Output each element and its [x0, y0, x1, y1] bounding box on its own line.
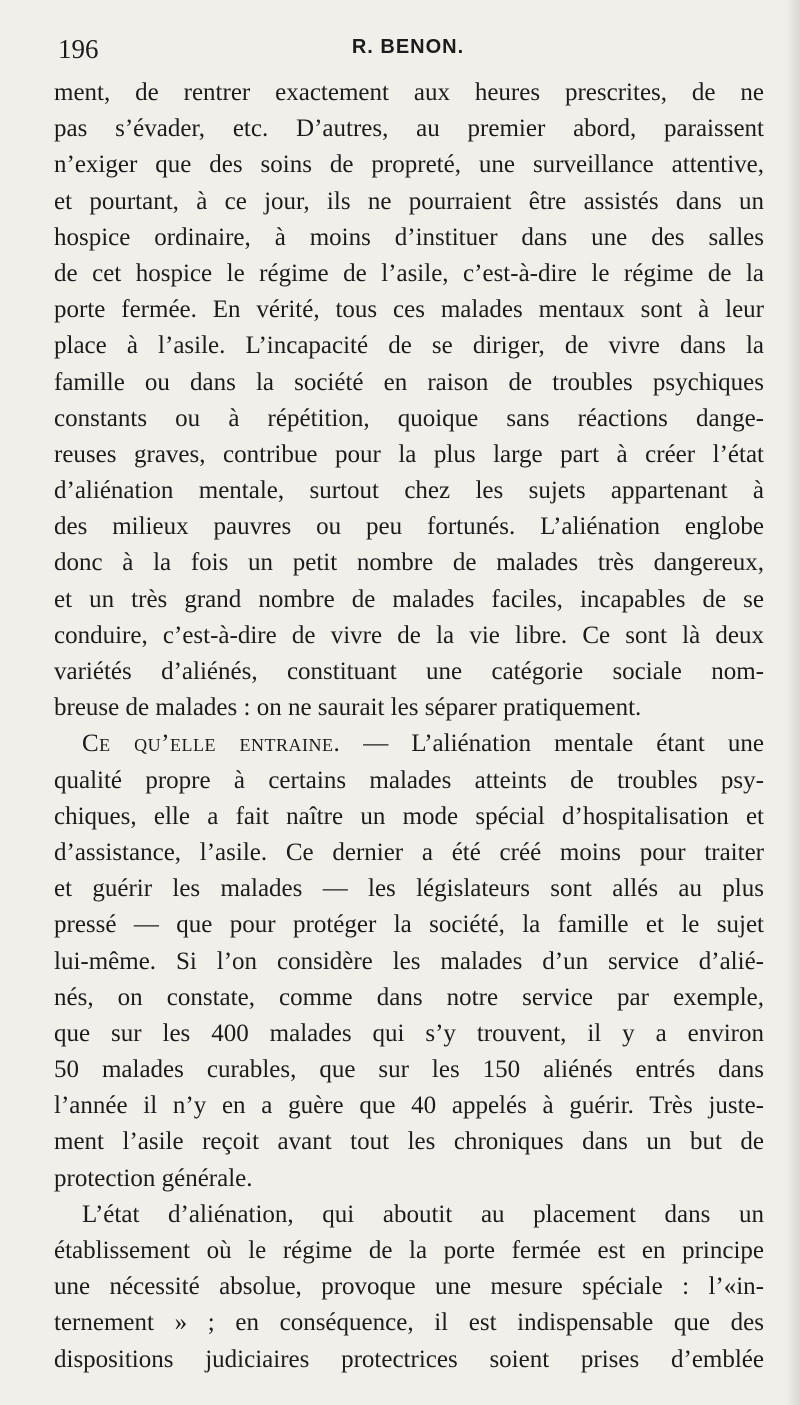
- text-line: de cet hospice le régime de l’asile, c’est-à-dire le régime de la: [54, 259, 764, 287]
- text-line: lui-même. Si l’on considère les malades d’un service d’alié-: [54, 947, 764, 975]
- section-heading: Ce qu’elle entraine.: [82, 730, 341, 758]
- text-line: nés, on constate, comme dans notre service par exemple,: [54, 983, 764, 1011]
- text-line: ment, de rentrer exactement aux heures prescrites, de ne: [54, 79, 764, 106]
- paragraph-1: [54, 75, 764, 726]
- text-line: reuses graves, contribue pour la plus large part à créer l’état: [54, 440, 764, 468]
- page-edge-shadow: [786, 0, 800, 1405]
- text-line: porte fermée. En vérité, tous ces malades mentaux sont à leur: [54, 296, 764, 324]
- heading-continuation: — L’aliénation mentale étant une: [340, 730, 764, 758]
- text-line: chiques, elle a fait naître un mode spécial d’hospitalisation et: [54, 802, 764, 830]
- text-line: et pourtant, à ce jour, ils ne pourraient être assistés dans un: [54, 187, 764, 215]
- text-line: 50 malades curables, que sur les 150 aliénés entrés dans: [54, 1056, 764, 1084]
- text-line: place à l’asile. L’incapacité de se diriger, de vivre dans la: [54, 332, 764, 360]
- paragraph-3: [54, 1197, 764, 1378]
- text-line: donc à la fois un petit nombre de malades très dangereux,: [54, 549, 764, 577]
- text-line: des milieux pauvres ou peu fortunés. L’aliénation englobe: [54, 513, 764, 541]
- text-line: et un très grand nombre de malades faciles, incapables de se: [54, 585, 764, 613]
- text-line: une nécessité absolue, provoque une mesure spéciale : l’«in-: [54, 1273, 764, 1301]
- text-line: qualité propre à certains malades atteints de troubles psy-: [54, 766, 764, 794]
- page-header: [58, 28, 758, 72]
- text-line: conduire, c’est-à-dire de vivre de la vie libre. Ce sont là deux: [54, 621, 764, 649]
- text-line: hospice ordinaire, à moins d’instituer dans une des salles: [54, 223, 764, 251]
- text-line: n’exiger que des soins de propreté, une surveillance attentive,: [54, 151, 764, 179]
- text-line: [54, 726, 764, 762]
- text-line: L’état d’aliénation, qui aboutit au placement dans un: [82, 1200, 764, 1228]
- page-number: 196: [58, 34, 99, 64]
- text-line: l’année il n’y en a guère que 40 appelés à guérir. Très juste-: [54, 1092, 764, 1120]
- text-line: protection générale.: [54, 1164, 253, 1192]
- text-line: breuse de malades : on ne saurait les séparer pratiquement.: [54, 694, 642, 722]
- text-line: constants ou à répétition, quoique sans réactions dange-: [54, 404, 764, 432]
- text-line: dispositions judiciaires protectrices soient prises d’emblée: [54, 1345, 764, 1373]
- text-line: ternement » ; en conséquence, il est indispensable que des: [54, 1309, 764, 1337]
- text-line: ment l’asile reçoit avant tout les chroniques dans un but de: [54, 1128, 764, 1156]
- text-line: établissement où le régime de la porte fermée est en principe: [54, 1237, 764, 1264]
- text-line: pressé — que pour protéger la société, la famille et le sujet: [54, 911, 764, 939]
- text-line: que sur les 400 malades qui s’y trouvent, il y a environ: [54, 1019, 764, 1047]
- body-text: [54, 75, 764, 1378]
- text-line: famille ou dans la société en raison de troubles psychiques: [54, 368, 764, 396]
- text-line: d’assistance, l’asile. Ce dernier a été créé moins pour traiter: [54, 838, 764, 866]
- text-line: variétés d’aliénés, constituant une catégorie sociale nom-: [54, 658, 764, 685]
- paragraph-2: [54, 726, 764, 1196]
- text-line: pas s’évader, etc. D’autres, au premier abord, paraissent: [54, 115, 764, 143]
- text-line: d’aliénation mentale, surtout chez les sujets appartenant à: [54, 477, 764, 505]
- text-line: et guérir les malades — les législateurs sont allés au plus: [54, 875, 764, 903]
- running-head: R. BENON.: [351, 36, 465, 58]
